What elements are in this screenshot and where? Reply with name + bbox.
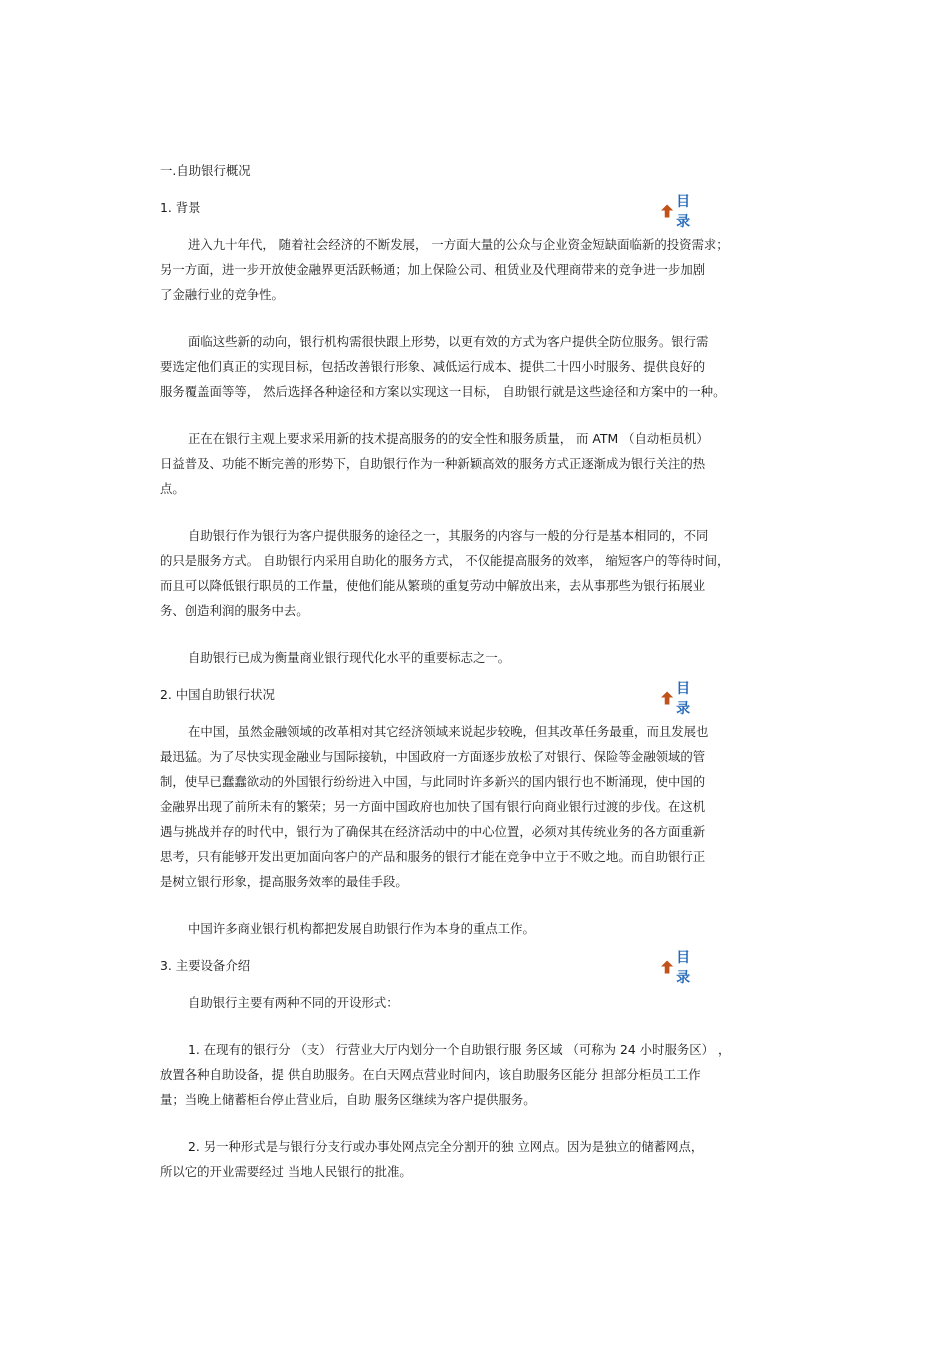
s1-p2-line-1: 面临这些新的动向，银行机构需很快跟上形势，以更有效的方式为客户提供全防位服务。银行需 — [188, 334, 709, 349]
s2-p1-line-1: 在中国，虽然金融领域的改革相对其它经济领域来说起步较晚，但其改革任务最重，而且发展也 — [188, 724, 709, 739]
s2-p1-line-6: 思考，只有能够开发出更加面向客户的产品和服务的银行才能在竞争中立于不败之地。而自助银行正 — [160, 849, 706, 864]
toc-link-3[interactable] — [661, 950, 721, 986]
toc-link-2[interactable] — [661, 681, 721, 717]
s1-p4-line-3: 而且可以降低银行职员的工作量，使他们能从繁琐的重复劳动中解放出来，去从事那些为银行拓展业 — [160, 578, 706, 593]
section-3-heading: 3. 主要设备介绍 — [160, 958, 251, 973]
s1-p3-line-3: 点。 — [160, 481, 185, 496]
s3-p2-line-3: 量；当晚上储蓄柜台停止营业后，自助 服务区继续为客户提供服务。 — [160, 1092, 536, 1107]
s1-p3-line-2: 日益普及、功能不断完善的形势下，自助银行作为一种新颖高效的服务方式正逐渐成为银行关注的热 — [160, 456, 706, 471]
s3-p2-line-2: 放置各种自助设备，提 供自助服务。在白天网点营业时间内，该自助服务区能分 担部分柜员工工作 — [160, 1067, 701, 1082]
s1-p4-line-1: 自助银行作为银行为客户提供服务的途径之一，其服务的内容与一般的分行是基本相同的，不同 — [188, 528, 709, 543]
section-2-heading: 2. 中国自助银行状况 — [160, 687, 275, 702]
up-arrow-icon — [661, 204, 673, 218]
s1-p2-line-3: 服务覆盖面等等， 然后选择各种途径和方案以实现这一目标， 自助银行就是这些途径和方案中的一种。 — [160, 384, 726, 399]
s2-p1-line-2: 最迅猛。为了尽快实现金融业与国际接轨，中国政府一方面逐步放松了对银行、保险等金融领域的管 — [160, 749, 706, 764]
toc-link-1[interactable] — [661, 194, 721, 230]
s3-p2-line-1: 1. 在现有的银行分 （支） 行营业大厅内划分一个自助银行服 务区域 （可称为 24 小时服务区） ， — [188, 1042, 731, 1057]
s1-p1-line-3: 了金融行业的竞争性。 — [160, 287, 284, 302]
s2-p1-line-7: 是树立银行形象，提高服务效率的最佳手段。 — [160, 874, 408, 889]
s3-p1-line-1: 自助银行主要有两种不同的开设形式： — [188, 995, 399, 1010]
toc-label: 目 录 — [676, 194, 696, 230]
s1-p1-line-2: 另一方面，进一步开放使金融界更活跃畅通；加上保险公司、租赁业及代理商带来的竞争进一步加剧 — [160, 262, 706, 277]
s2-p1-line-5: 遇与挑战并存的时代中，银行为了确保其在经济活动中的中心位置，必须对其传统业务的各方面重新 — [160, 824, 706, 839]
s2-p1-line-4: 金融界出现了前所未有的繁荣；另一方面中国政府也加快了国有银行向商业银行过渡的步伐。在这机 — [160, 799, 706, 814]
up-arrow-icon — [661, 691, 673, 705]
s3-p3-line-2: 所以它的开业需要经过 当地人民银行的批准。 — [160, 1164, 412, 1179]
s1-p2-line-2: 要选定他们真正的实现目标，包括改善银行形象、减低运行成本、提供二十四小时服务、提供良好的 — [160, 359, 706, 374]
up-arrow-icon — [661, 960, 673, 974]
toc-label: 目 录 — [676, 950, 696, 986]
s1-p5-line-1: 自助银行已成为衡量商业银行现代化水平的重要标志之一。 — [188, 650, 511, 665]
s2-p2-line-1: 中国许多商业银行机构都把发展自助银行作为本身的重点工作。 — [188, 921, 535, 936]
s1-p4-line-2: 的只是服务方式。 自助银行内采用自助化的服务方式， 不仅能提高服务的效率， 缩短客户的等待时间， — [160, 553, 730, 568]
s1-p1-line-1: 进入九十年代， 随着社会经济的不断发展， 一方面大量的公众与企业资金短缺面临新的投资需求； — [188, 237, 729, 252]
s3-p3-line-1: 2. 另一种形式是与银行分支行或办事处网点完全分割开的独 立网点。因为是独立的储蓄网点， — [188, 1139, 704, 1154]
toc-label: 目 录 — [676, 681, 696, 717]
s1-p3-line-1: 正在在银行主观上要求采用新的技术提高服务的的安全性和服务质量， 而 ATM （自动柜员机） — [188, 431, 709, 446]
section-1-heading: 1. 背景 — [160, 200, 201, 215]
s1-p4-line-4: 务、创造利润的服务中去。 — [160, 603, 309, 618]
doc-title: 一.自助银行概况 — [160, 163, 251, 178]
s2-p1-line-3: 制，使早已蠢蠢欲动的外国银行纷纷进入中国，与此同时许多新兴的国内银行也不断涌现，使中国的 — [160, 774, 706, 789]
